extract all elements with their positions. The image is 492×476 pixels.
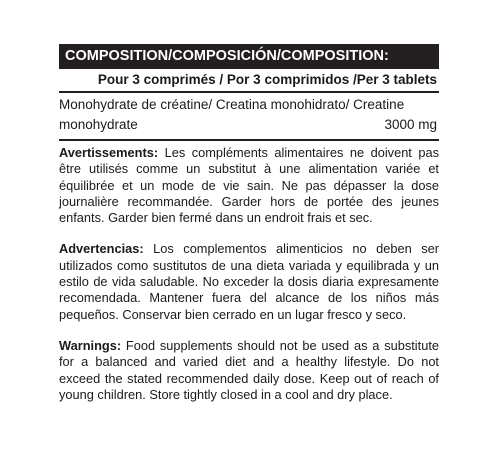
ingredient-name-line2: monohydrate [59,117,138,132]
warning-english [59,338,439,403]
warning-spanish-text: Los complementos alimenticios no deben ser utilizados como sustitutos de una dieta variada y equilibrada y un estilo de vida saludable. No exceder la dosis diaria expresamente recomendada. Mantener fuera del alcance de los niños más pequeños. Conservar bien cerrado en un lugar fresco y seco. [59,241,439,322]
serving-size-row [59,69,439,93]
composition-header [59,44,439,69]
warning-spanish [59,241,439,322]
ingredient-name-line1: Monohydrate de créatine/ Creatina monohidrato/ Creatine [59,97,405,112]
warning-spanish-title: Advertencias: [59,241,144,257]
warning-english-title: Warnings: [59,337,122,353]
warning-english-text: Food supplements should not be used as a substitute for a balanced and varied diet and a healthy lifestyle. Do not exceed the stated recommended daily dose. Keep out of reach of young children. Store tightly closed in a cool and dry place. [59,337,439,402]
warning-french-text: Les compléments alimentaires ne doivent pas être utilisés comme un substitut à une alimentation variée et équilibrée et un mode de vie sain. Ne pas dépasser la dose journalière recommandée. Garder hors de portée des jeunes enfants. Garder bien fermé dans un endroit frais et sec. [59,145,439,226]
ingredient-amount: 3000 mg [384,117,437,132]
ingredient-row [59,93,439,141]
warning-french [59,145,439,226]
supplement-label [59,44,439,403]
serving-size-text: Pour 3 comprimés / Por 3 comprimidos /Per 3 tablets [97,72,437,87]
warning-french-title: Avertissements: [59,145,159,160]
composition-title: COMPOSITION/COMPOSICIÓN/COMPOSITION: [65,48,389,64]
